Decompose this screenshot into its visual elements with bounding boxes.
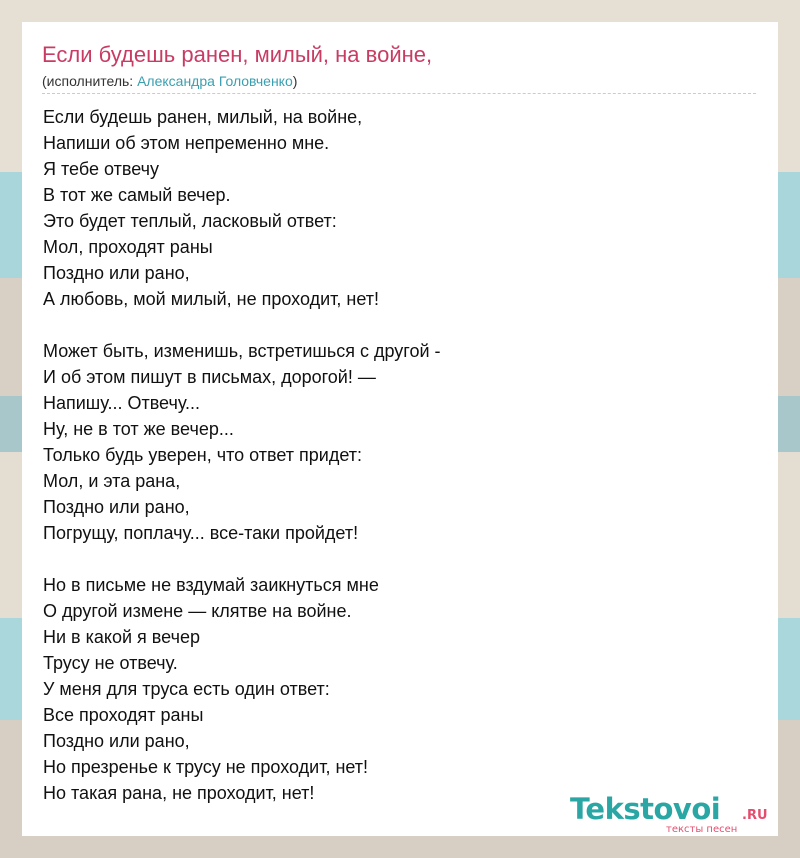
logo-domain: .RU xyxy=(742,808,768,823)
artist-suffix: ) xyxy=(292,73,298,89)
lyric-line: Но в письме не вздумай заикнуться мне xyxy=(43,575,379,595)
lyric-line: Напиши об этом непременно мне. xyxy=(43,133,330,153)
lyric-line: Мол, проходят раны xyxy=(43,237,213,257)
lyric-line: Поздно или рано, xyxy=(43,731,190,751)
lyric-line: Все проходят раны xyxy=(43,705,204,725)
lyric-line: Ну, не в тот же вечер... xyxy=(43,419,234,439)
artist-link[interactable]: Александра Головченко xyxy=(137,73,293,89)
lyric-line: Поздно или рано, xyxy=(43,263,190,283)
lyric-line: У меня для труса есть один ответ: xyxy=(43,679,330,699)
artist-prefix: (исполнитель: xyxy=(42,73,138,89)
lyric-line: Я тебе отвечу xyxy=(43,159,159,179)
lyric-line: Если будешь ранен, милый, на войне, xyxy=(43,107,363,127)
lyric-line: А любовь, мой милый, не проходит, нет! xyxy=(43,289,379,309)
lyrics-card xyxy=(22,22,778,836)
lyric-line: Только будь уверен, что ответ придет: xyxy=(43,445,362,465)
stanza xyxy=(43,338,441,546)
stanza xyxy=(43,572,441,806)
lyric-line: Поздно или рано, xyxy=(43,497,190,517)
lyric-line: О другой измене — клятве на войне. xyxy=(43,601,352,621)
lyric-line: В тот же самый вечер. xyxy=(43,185,231,205)
lyrics-text xyxy=(43,104,441,806)
lyric-line: Но презренье к трусу не проходит, нет! xyxy=(43,757,369,777)
logo-wordmark: Tekstovoi xyxy=(570,792,721,826)
lyric-line: Может быть, изменишь, встретишься с другой - xyxy=(43,341,441,361)
stanza xyxy=(43,104,441,312)
lyric-line: Погрущу, поплачу... все-таки пройдет! xyxy=(43,523,359,543)
divider xyxy=(42,93,756,94)
lyric-line: И об этом пишут в письмах, дорогой! — xyxy=(43,367,376,387)
logo-tagline: тексты песен xyxy=(666,824,738,835)
artist-line xyxy=(42,73,297,89)
lyric-line: Ни в какой я вечер xyxy=(43,627,200,647)
song-title: Если будешь ранен, милый, на войне, xyxy=(42,42,433,67)
lyric-line: Это будет теплый, ласковый ответ: xyxy=(43,211,337,231)
lyric-line: Но такая рана, не проходит, нет! xyxy=(43,783,315,803)
lyric-line: Мол, и эта рана, xyxy=(43,471,181,491)
site-logo[interactable] xyxy=(570,792,780,838)
lyric-line: Трусу не отвечу. xyxy=(43,653,178,673)
lyric-line: Напишу... Отвечу... xyxy=(43,393,201,413)
